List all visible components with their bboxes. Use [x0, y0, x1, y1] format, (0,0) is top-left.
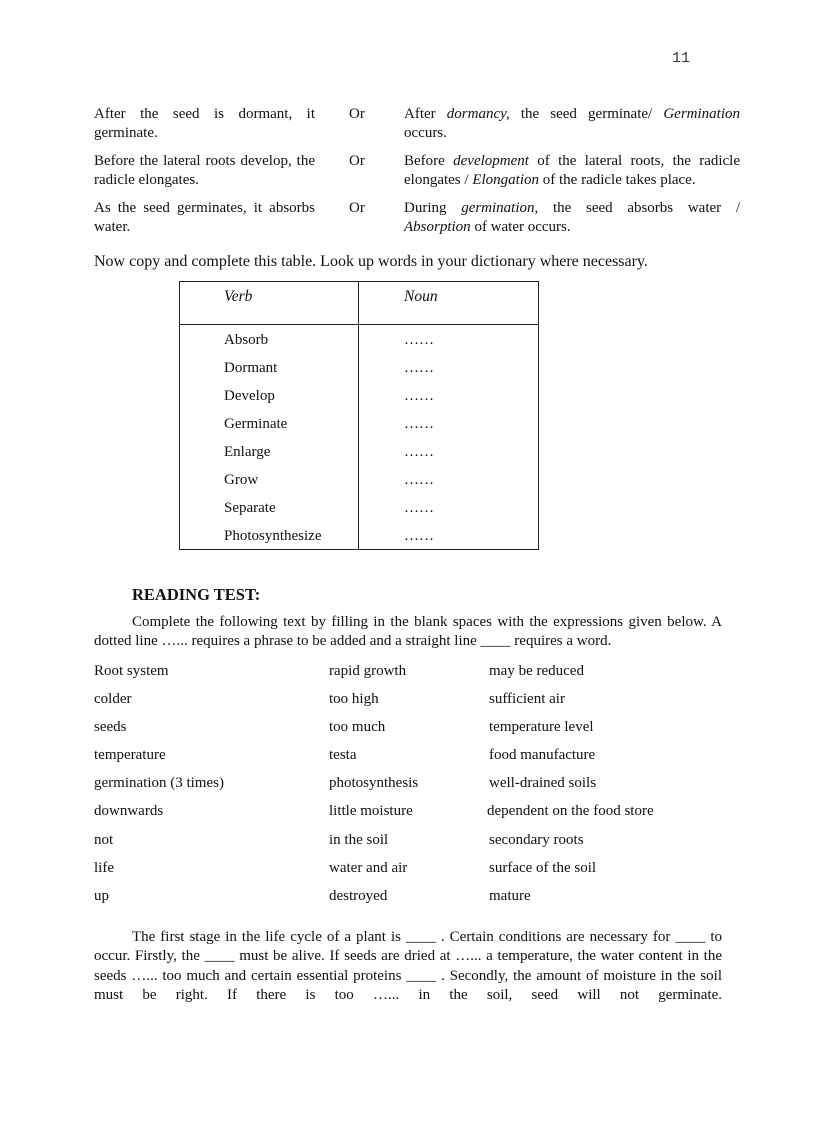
- expression: temperature level: [489, 719, 594, 736]
- table-row: [180, 526, 538, 554]
- reading-test-title: READING TEST:: [132, 585, 261, 604]
- expression-row: [94, 858, 714, 886]
- verb-cell: Dormant: [224, 360, 278, 376]
- noun-cell: ……: [404, 416, 434, 432]
- pair-left-text: As the seed germinates, it absorbs water.: [94, 200, 315, 235]
- verb-cell: Enlarge: [224, 444, 271, 460]
- verb-cell: Grow: [224, 472, 259, 488]
- expression: destroyed: [329, 887, 388, 904]
- expression: Root system: [94, 663, 169, 679]
- expression: mature: [489, 887, 531, 904]
- expression: may be reduced: [489, 663, 584, 679]
- table-row: [180, 330, 538, 358]
- expression-row: [94, 773, 714, 801]
- expression-row: [94, 745, 714, 773]
- table-row: [180, 414, 538, 442]
- pair-right-text: Before development of the lateral roots, the radicle elongates / Elongation of the radicle takes place.: [404, 153, 741, 188]
- expression: too high: [329, 691, 379, 708]
- verb-cell: Separate: [224, 500, 276, 516]
- sentence-pair: [94, 152, 740, 190]
- table-row: [180, 470, 538, 498]
- expression-row: [94, 661, 714, 689]
- expression: little moisture: [329, 803, 413, 820]
- table-instruction: Now copy and complete this table. Look up words in your dictionary where necessary.: [94, 253, 648, 270]
- expression: food manufacture: [489, 747, 596, 764]
- table-row: [180, 358, 538, 386]
- expression: water and air: [329, 859, 408, 876]
- expression: too much: [329, 719, 386, 736]
- expression: dependent on the food store: [487, 803, 654, 820]
- expression: testa: [329, 747, 357, 764]
- pair-right-text: During germination, the seed absorbs water / Absorption of water occurs.: [404, 200, 740, 235]
- expression: life: [94, 859, 114, 876]
- expression-row: [94, 830, 714, 858]
- verb-noun-table: [179, 281, 539, 550]
- expression: up: [94, 887, 109, 904]
- verb-cell: Develop: [224, 388, 275, 404]
- verb-cell: Photosynthesize: [224, 528, 322, 544]
- expression: downwards: [94, 803, 164, 820]
- expression: well-drained soils: [489, 775, 597, 792]
- header-divider: [180, 324, 538, 325]
- noun-cell: ……: [404, 500, 434, 516]
- cloze-passage: The first stage in the life cycle of a plant is ____ . Certain conditions are necessary for ____ to occur. Firstly, the ____ must be alive. If seeds are dried at …... a temperature, the water content in the seeds …... too much and certain essential proteins ____ . Secondly, the amount of moisture in the soil must be right. If there is too …... in the soil, seed will not germinate.: [94, 929, 722, 1003]
- pair-left-text: After the seed is dormant, it germinate.: [94, 106, 315, 141]
- noun-cell: ……: [404, 528, 434, 544]
- expression: not: [94, 831, 114, 848]
- expression-row: [94, 717, 714, 745]
- noun-cell: ……: [404, 444, 434, 460]
- reading-test-intro: Complete the following text by filling in the blank spaces with the expressions given below. A dotted line …... requires a phrase to be added and a straight line ____ requires a word.: [94, 614, 722, 649]
- expression: seeds: [94, 719, 127, 736]
- table-row: [180, 386, 538, 414]
- sentence-pair: [94, 199, 740, 237]
- expression: in the soil: [329, 831, 389, 848]
- verb-cell: Absorb: [224, 332, 269, 348]
- sentence-pair: [94, 105, 740, 143]
- noun-column-header: Noun: [404, 288, 438, 305]
- expression: rapid growth: [329, 663, 407, 679]
- noun-cell: ……: [404, 472, 434, 488]
- expression-row: [94, 689, 714, 717]
- table-row: [180, 498, 538, 526]
- expression: germination (3 times): [94, 775, 224, 792]
- table-row: [180, 442, 538, 470]
- pair-or-label: Or: [349, 153, 365, 169]
- expression: secondary roots: [489, 831, 584, 848]
- verb-cell: Germinate: [224, 416, 288, 432]
- expression: sufficient air: [489, 691, 565, 708]
- expression-row: [94, 801, 714, 829]
- noun-cell: ……: [404, 332, 434, 348]
- page-number: 11: [672, 50, 691, 67]
- pair-left-text: Before the lateral roots develop, the radicle elongates.: [94, 153, 315, 188]
- noun-cell: ……: [404, 360, 434, 376]
- expression: temperature: [94, 747, 166, 764]
- verb-column-header: Verb: [224, 288, 253, 305]
- expression: colder: [94, 691, 132, 708]
- sentence-pairs: [94, 105, 740, 246]
- noun-cell: ……: [404, 388, 434, 404]
- pair-or-label: Or: [349, 200, 365, 216]
- expression-row: [94, 886, 714, 914]
- expression: photosynthesis: [329, 775, 419, 792]
- pair-right-text: After dormancy, the seed germinate/ Germination occurs.: [404, 106, 740, 141]
- pair-or-label: Or: [349, 106, 365, 122]
- expression: surface of the soil: [489, 859, 597, 876]
- expression-list: [94, 661, 714, 914]
